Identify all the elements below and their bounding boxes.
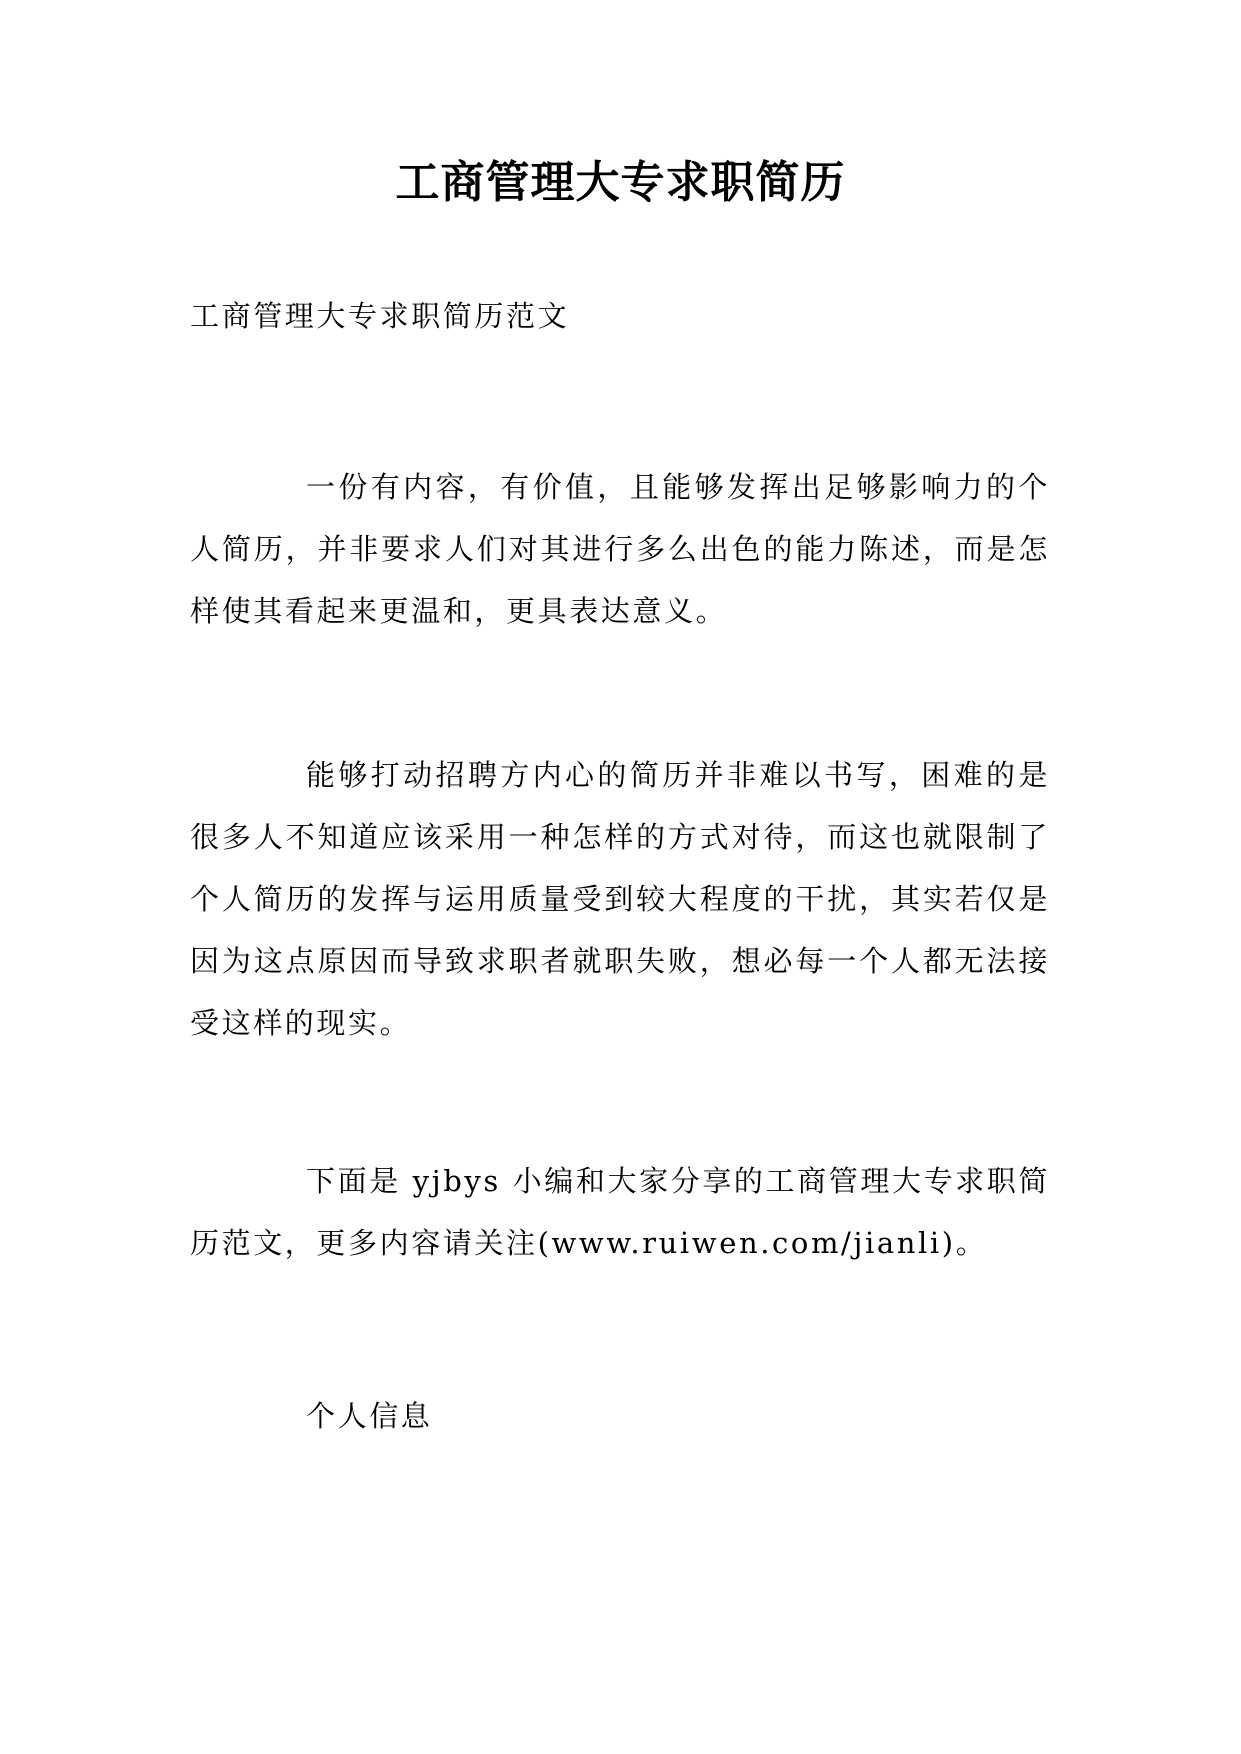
body-paragraph: 能够打动招聘方内心的简历并非难以书写，困难的是很多人不知道应该采用一种怎样的方式对待，而这也就限制了个人简历的发挥与运用质量受到较大程度的干扰，其实若仅是因为这点原因而导致求职者就职失败，想必每一个人都无法接受这样的现实。 bbox=[190, 758, 1050, 1040]
section-heading-personal-info: 个人信息 bbox=[306, 1399, 433, 1433]
document-title: 工商管理大专求职简历 bbox=[395, 157, 846, 208]
closing-paragraph: 下面是 yjbys 小编和大家分享的工商管理大专求职简历范文，更多内容请关注(www.ruiwen.com/jianli)。 bbox=[190, 1164, 1050, 1260]
intro-paragraph: 一份有内容，有价值，且能够发挥出足够影响力的个人简历，并非要求人们对其进行多么出色的能力陈述，而是怎样使其看起来更温和，更具表达意义。 bbox=[190, 470, 1050, 628]
document-subtitle: 工商管理大专求职简历范文 bbox=[190, 299, 570, 333]
